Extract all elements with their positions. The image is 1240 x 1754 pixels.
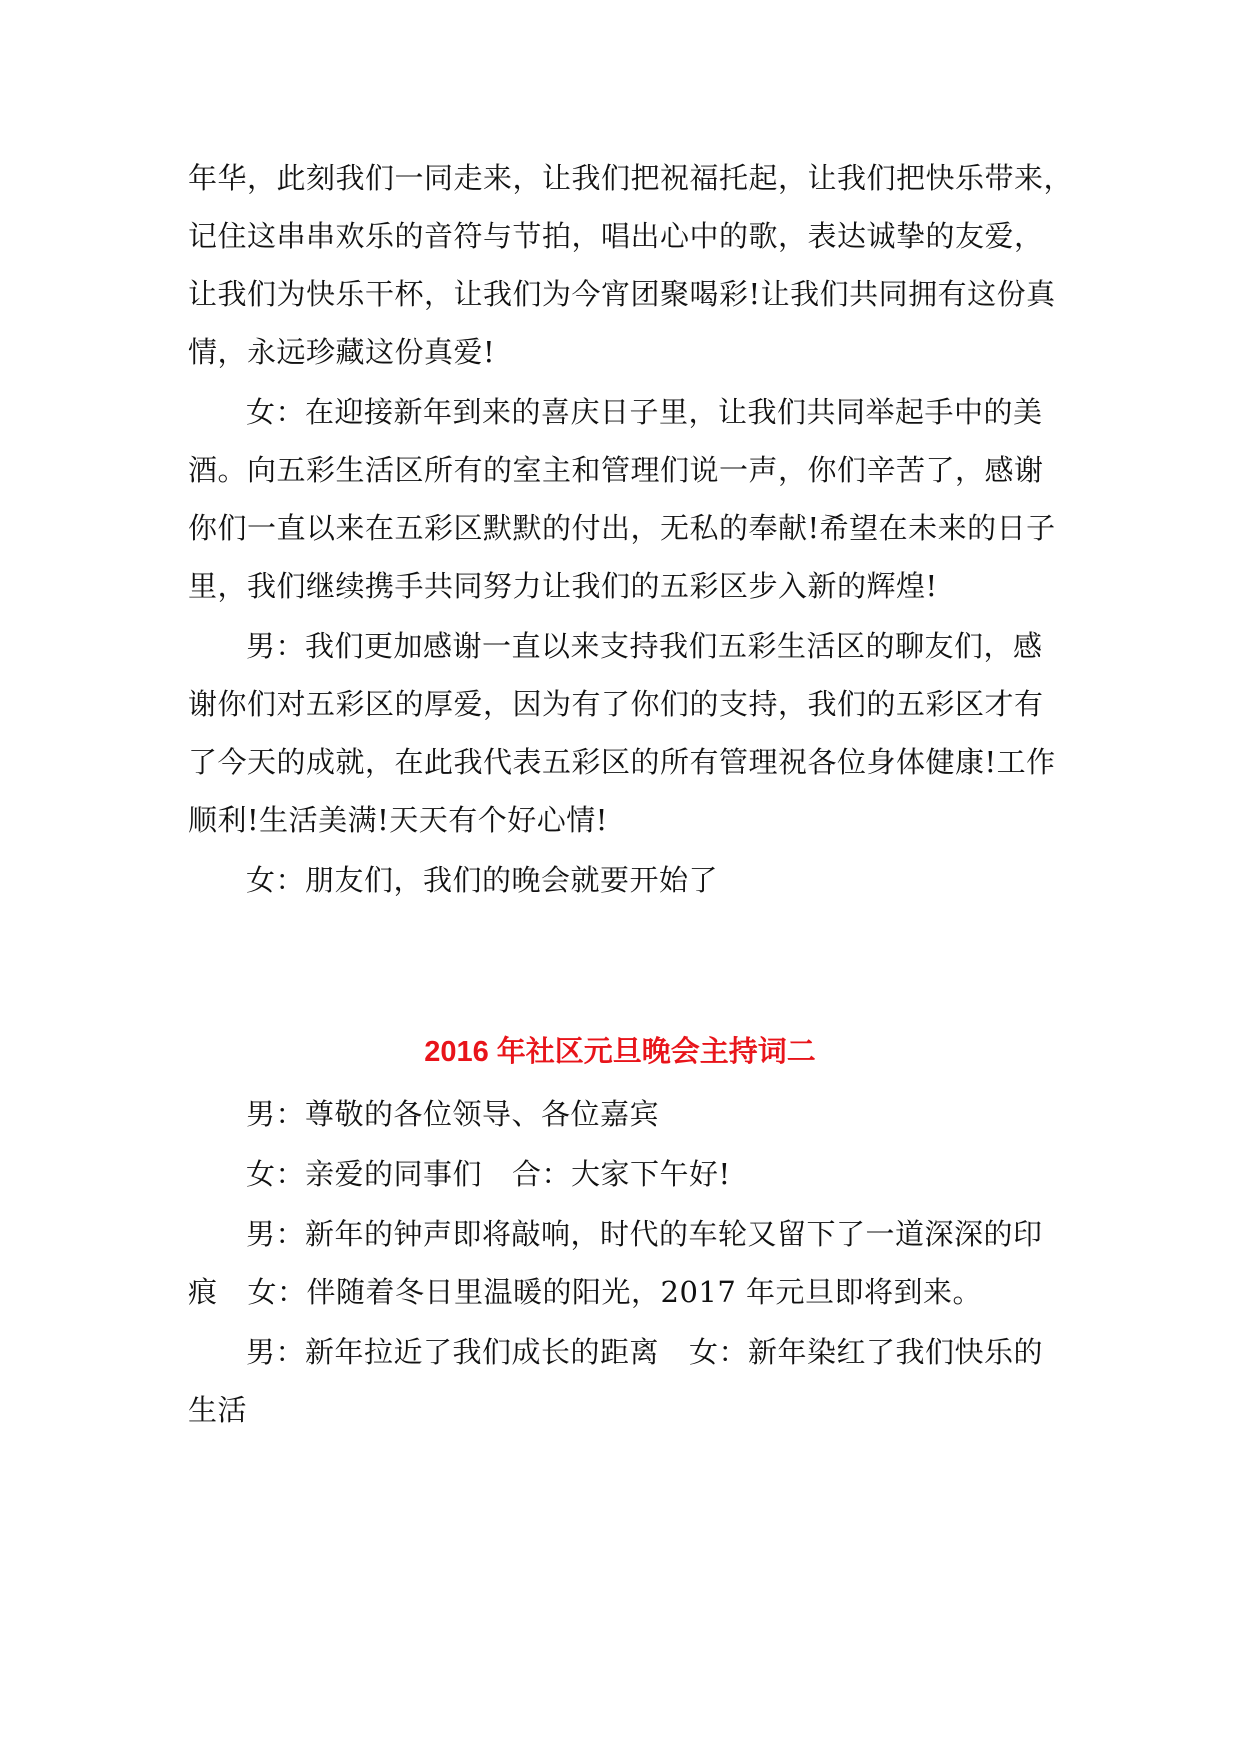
text-line: 了今天的成就，在此我代表五彩区的所有管理祝各位身体健康!工作 [188, 745, 1056, 779]
text-line: 里，我们继续携手共同努力让我们的五彩区步入新的辉煌! [188, 569, 938, 603]
text-line: 男：尊敬的各位领导、各位嘉宾 [246, 1097, 660, 1131]
text-line: 让我们为快乐干杯，让我们为今宵团聚喝彩!让我们共同拥有这份真 [188, 277, 1056, 311]
text-line: 记住这串串欢乐的音符与节拍，唱出心中的歌，表达诚挚的友爱， [188, 219, 1044, 253]
text-line [246, 1332, 1043, 1372]
text-fragment: 痕 [188, 1275, 218, 1309]
text-line: 顺利!生活美满!天天有个好心情! [188, 803, 608, 837]
text-line: 男：新年的钟声即将敲响，时代的车轮又留下了一道深深的印 [246, 1217, 1043, 1251]
text-line: 男：我们更加感谢一直以来支持我们五彩生活区的聊友们，感 [246, 629, 1043, 663]
speaker-line-male: 男：新年拉近了我们成长的距离 [246, 1335, 660, 1369]
speaker-line-female: 女：伴随着冬日里温暖的阳光，2017 年元旦即将到来。 [247, 1275, 983, 1309]
section-heading: 2016 年社区元旦晚会主持词二 [424, 1036, 816, 1068]
speaker-line-female: 女：新年染红了我们快乐的 [689, 1335, 1044, 1369]
text-line: 年华，此刻我们一同走来，让我们把祝福托起，让我们把快乐带来， [188, 161, 1074, 195]
speaker-line-female: 女：亲爱的同事们 [246, 1157, 483, 1191]
text-line: 生活 [188, 1393, 248, 1427]
text-line [188, 1272, 982, 1312]
text-line: 酒。向五彩生活区所有的室主和管理们说一声，你们辛苦了，感谢 [188, 453, 1044, 487]
speaker-line-together: 合：大家下午好! [512, 1157, 731, 1191]
text-line: 你们一直以来在五彩区默默的付出，无私的奉献!希望在未来的日子 [188, 511, 1056, 545]
text-line: 谢你们对五彩区的厚爱，因为有了你们的支持，我们的五彩区才有 [188, 687, 1044, 721]
text-line [246, 1154, 731, 1194]
text-line: 情，永远珍藏这份真爱! [188, 335, 496, 369]
text-line: 女：朋友们，我们的晚会就要开始了 [246, 863, 719, 897]
text-line: 女：在迎接新年到来的喜庆日子里，让我们共同举起手中的美 [246, 395, 1043, 429]
